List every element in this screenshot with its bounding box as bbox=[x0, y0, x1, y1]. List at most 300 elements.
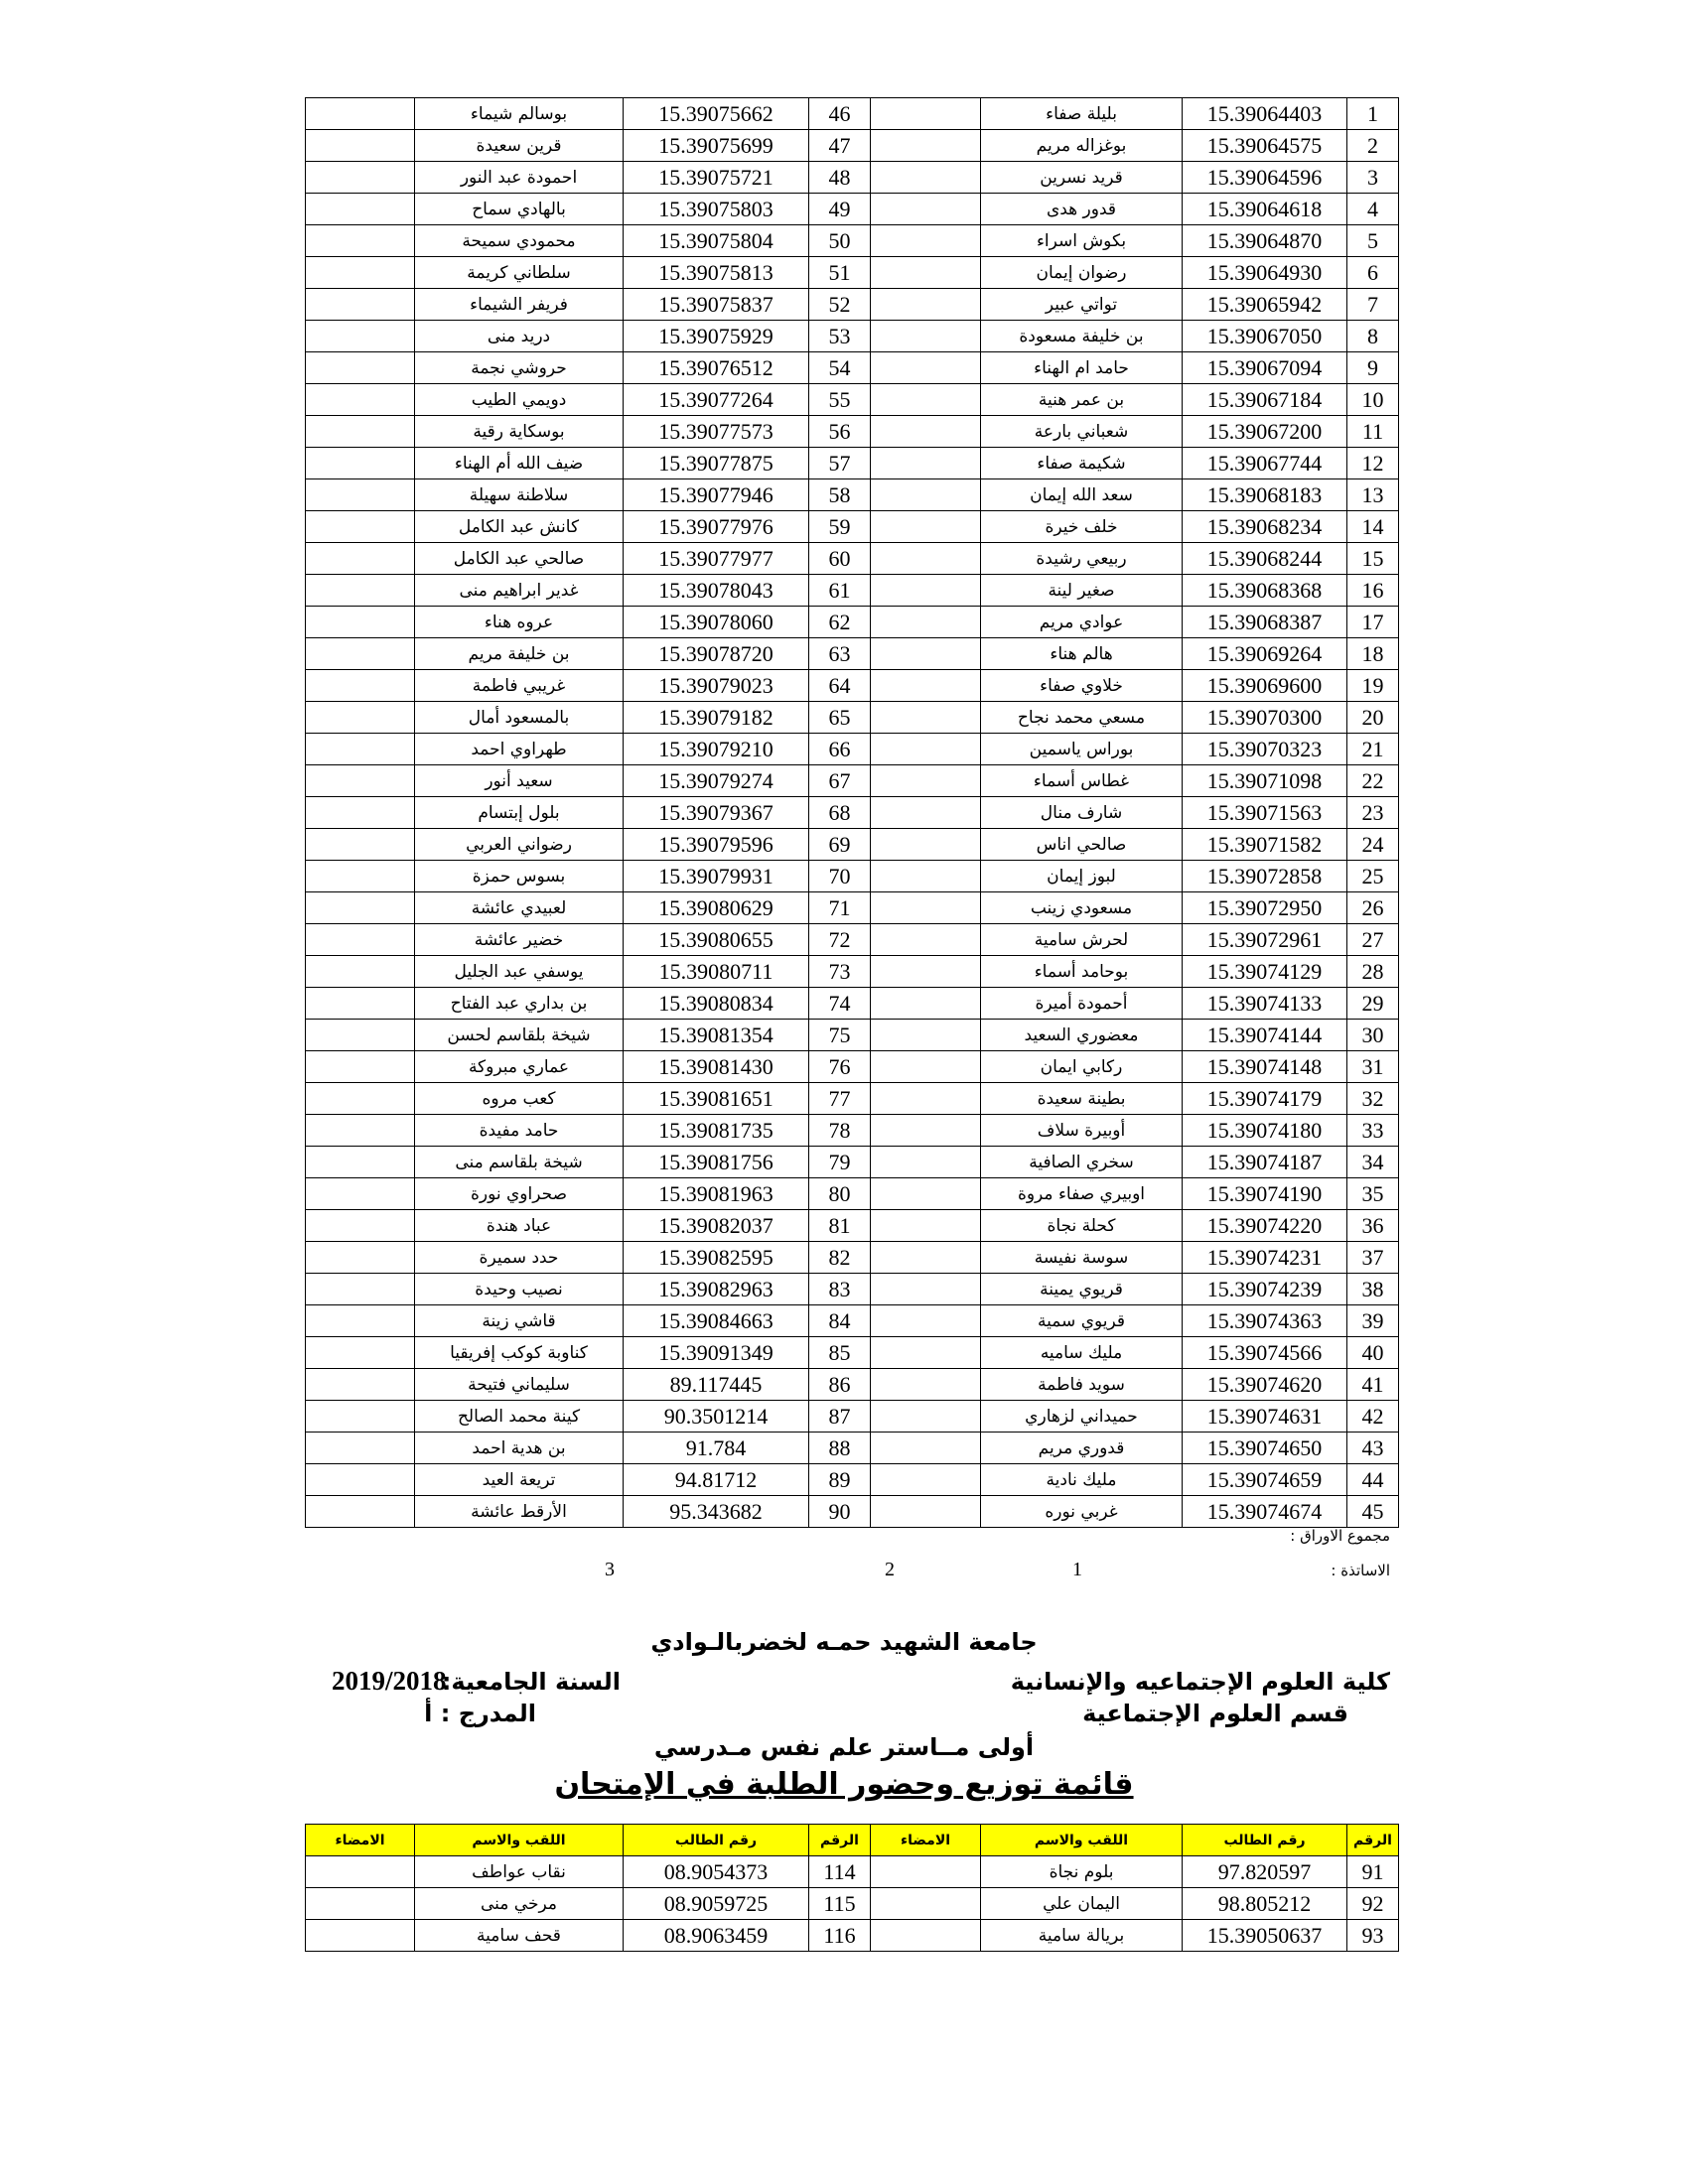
student-id: 15.39068387 bbox=[1183, 607, 1347, 638]
student-id: 15.39071582 bbox=[1183, 829, 1347, 861]
row-number: 27 bbox=[1347, 924, 1399, 956]
student-id: 15.39074129 bbox=[1183, 956, 1347, 988]
student-name: كانش عبد الكامل bbox=[415, 511, 624, 543]
signature-cell[interactable] bbox=[871, 1020, 981, 1051]
signature-cell[interactable] bbox=[871, 1433, 981, 1464]
student-name: مسعي محمد نجاح bbox=[981, 702, 1183, 734]
row-number: 55 bbox=[809, 384, 871, 416]
document-title: قائمة توزيع وحضور الطلبة في الإمتحان bbox=[554, 1767, 1134, 1802]
header-id-left: رقم الطالب bbox=[624, 1825, 809, 1856]
table-row bbox=[306, 1305, 1399, 1337]
signature-cell[interactable] bbox=[306, 1464, 415, 1496]
table-row bbox=[306, 194, 1399, 225]
student-name: حامد مفيدة bbox=[415, 1115, 624, 1147]
attendance-table-bottom bbox=[305, 1824, 1399, 1952]
signature-cell[interactable] bbox=[871, 289, 981, 321]
signature-cell[interactable] bbox=[871, 797, 981, 829]
signature-cell[interactable] bbox=[306, 924, 415, 956]
student-id: 15.39075929 bbox=[624, 321, 809, 352]
student-name: معضوري السعيد bbox=[981, 1020, 1183, 1051]
signature-cell[interactable] bbox=[306, 1147, 415, 1178]
row-number: 34 bbox=[1347, 1147, 1399, 1178]
signature-cell[interactable] bbox=[306, 543, 415, 575]
row-number: 56 bbox=[809, 416, 871, 448]
student-name: هالم هناء bbox=[981, 638, 1183, 670]
student-name: شيخة بلقاسم لحسن bbox=[415, 1020, 624, 1051]
student-id: 15.39074144 bbox=[1183, 1020, 1347, 1051]
row-number: 66 bbox=[809, 734, 871, 765]
row-number: 92 bbox=[1347, 1888, 1399, 1920]
signature-cell[interactable] bbox=[306, 702, 415, 734]
table-row bbox=[306, 670, 1399, 702]
signature-cell[interactable] bbox=[871, 1856, 981, 1888]
row-number: 50 bbox=[809, 225, 871, 257]
student-id: 15.39077977 bbox=[624, 543, 809, 575]
signature-cell[interactable] bbox=[306, 1433, 415, 1464]
signature-cell[interactable] bbox=[306, 1401, 415, 1433]
row-number: 2 bbox=[1347, 130, 1399, 162]
signature-cell[interactable] bbox=[306, 575, 415, 607]
signature-cell[interactable] bbox=[306, 797, 415, 829]
student-name: قدوري مريم bbox=[981, 1433, 1183, 1464]
student-name: رضواني العربي bbox=[415, 829, 624, 861]
row-number: 1 bbox=[1347, 98, 1399, 130]
row-number: 81 bbox=[809, 1210, 871, 1242]
row-number: 19 bbox=[1347, 670, 1399, 702]
student-name: محمودي سميحة bbox=[415, 225, 624, 257]
signature-cell[interactable] bbox=[306, 670, 415, 702]
signature-cell[interactable] bbox=[871, 1369, 981, 1401]
row-number: 87 bbox=[809, 1401, 871, 1433]
signature-cell[interactable] bbox=[306, 1051, 415, 1083]
row-number: 64 bbox=[809, 670, 871, 702]
signature-cell[interactable] bbox=[306, 1920, 415, 1952]
student-name: عماري مبروكة bbox=[415, 1051, 624, 1083]
row-number: 16 bbox=[1347, 575, 1399, 607]
student-id: 15.39077946 bbox=[624, 479, 809, 511]
student-id: 15.39064618 bbox=[1183, 194, 1347, 225]
table-row bbox=[306, 543, 1399, 575]
row-number: 115 bbox=[809, 1888, 871, 1920]
signature-cell[interactable] bbox=[871, 257, 981, 289]
signature-cell[interactable] bbox=[306, 321, 415, 352]
student-id: 15.39075813 bbox=[624, 257, 809, 289]
student-name: بطينة سعيدة bbox=[981, 1083, 1183, 1115]
row-number: 45 bbox=[1347, 1496, 1399, 1528]
table-row bbox=[306, 1433, 1399, 1464]
signature-cell[interactable] bbox=[871, 670, 981, 702]
student-id: 15.39080629 bbox=[624, 892, 809, 924]
signature-cell[interactable] bbox=[871, 98, 981, 130]
row-number: 85 bbox=[809, 1337, 871, 1369]
signature-cell[interactable] bbox=[306, 257, 415, 289]
header-name-right: اللقب والاسم bbox=[981, 1825, 1183, 1856]
signature-cell[interactable] bbox=[871, 702, 981, 734]
year-value: 2019/2018 bbox=[332, 1666, 447, 1696]
student-id: 08.9059725 bbox=[624, 1888, 809, 1920]
student-id: 15.39074220 bbox=[1183, 1210, 1347, 1242]
row-number: 53 bbox=[809, 321, 871, 352]
signature-cell[interactable] bbox=[871, 988, 981, 1020]
row-number: 5 bbox=[1347, 225, 1399, 257]
student-id: 15.39074180 bbox=[1183, 1115, 1347, 1147]
student-name: سعيد أنور bbox=[415, 765, 624, 797]
student-id: 15.39075662 bbox=[624, 98, 809, 130]
signature-cell[interactable] bbox=[306, 1115, 415, 1147]
row-number: 20 bbox=[1347, 702, 1399, 734]
student-id: 15.39082963 bbox=[624, 1274, 809, 1305]
student-id: 15.39068244 bbox=[1183, 543, 1347, 575]
signature-cell[interactable] bbox=[306, 1856, 415, 1888]
student-name: سويد فاطمة bbox=[981, 1369, 1183, 1401]
student-name: حامد ام الهناء bbox=[981, 352, 1183, 384]
student-name: بسوس حمزة bbox=[415, 861, 624, 892]
student-name: بلوم نجاة bbox=[981, 1856, 1183, 1888]
signature-cell[interactable] bbox=[306, 194, 415, 225]
student-id: 15.39084663 bbox=[624, 1305, 809, 1337]
row-number: 59 bbox=[809, 511, 871, 543]
signature-cell[interactable] bbox=[306, 384, 415, 416]
row-number: 22 bbox=[1347, 765, 1399, 797]
student-id: 15.39077573 bbox=[624, 416, 809, 448]
signature-cell[interactable] bbox=[871, 1888, 981, 1920]
signature-cell[interactable] bbox=[871, 1337, 981, 1369]
signature-cell[interactable] bbox=[871, 225, 981, 257]
signature-cell[interactable] bbox=[306, 765, 415, 797]
student-name: عوادي مريم bbox=[981, 607, 1183, 638]
student-name: بن بداري عبد الفتاح bbox=[415, 988, 624, 1020]
signature-cell[interactable] bbox=[306, 638, 415, 670]
row-number: 30 bbox=[1347, 1020, 1399, 1051]
signature-cell[interactable] bbox=[306, 448, 415, 479]
professor-1: 1 bbox=[1072, 1559, 1082, 1580]
signature-cell[interactable] bbox=[306, 607, 415, 638]
signature-cell[interactable] bbox=[871, 1083, 981, 1115]
row-number: 32 bbox=[1347, 1083, 1399, 1115]
row-number: 62 bbox=[809, 607, 871, 638]
student-id: 08.9054373 bbox=[624, 1856, 809, 1888]
student-id: 15.39067094 bbox=[1183, 352, 1347, 384]
signature-cell[interactable] bbox=[306, 352, 415, 384]
student-id: 15.39072858 bbox=[1183, 861, 1347, 892]
signature-cell[interactable] bbox=[871, 1305, 981, 1337]
signature-cell[interactable] bbox=[871, 638, 981, 670]
signature-cell[interactable] bbox=[306, 1020, 415, 1051]
student-id: 15.39080834 bbox=[624, 988, 809, 1020]
row-number: 93 bbox=[1347, 1920, 1399, 1952]
student-id: 15.39072961 bbox=[1183, 924, 1347, 956]
student-name: سلاطنة سهيلة bbox=[415, 479, 624, 511]
student-name: لبوز إيمان bbox=[981, 861, 1183, 892]
student-id: 15.39069600 bbox=[1183, 670, 1347, 702]
student-name: بوسالم شيماء bbox=[415, 98, 624, 130]
header-id-right: رقم الطالب bbox=[1183, 1825, 1347, 1856]
student-id: 90.3501214 bbox=[624, 1401, 809, 1433]
row-number: 12 bbox=[1347, 448, 1399, 479]
row-number: 33 bbox=[1347, 1115, 1399, 1147]
signature-cell[interactable] bbox=[871, 511, 981, 543]
signature-cell[interactable] bbox=[871, 543, 981, 575]
header-signature-right: الامضاء bbox=[871, 1825, 981, 1856]
student-name: أحمودة أميرة bbox=[981, 988, 1183, 1020]
student-name: خلاوي صفاء bbox=[981, 670, 1183, 702]
student-id: 15.39068368 bbox=[1183, 575, 1347, 607]
signature-cell[interactable] bbox=[871, 1210, 981, 1242]
row-number: 7 bbox=[1347, 289, 1399, 321]
row-number: 44 bbox=[1347, 1464, 1399, 1496]
row-number: 88 bbox=[809, 1433, 871, 1464]
row-number: 36 bbox=[1347, 1210, 1399, 1242]
table-row bbox=[306, 511, 1399, 543]
header-name-left: اللقب والاسم bbox=[415, 1825, 624, 1856]
student-id: 15.39075837 bbox=[624, 289, 809, 321]
table-row bbox=[306, 130, 1399, 162]
signature-cell[interactable] bbox=[871, 162, 981, 194]
student-id: 15.39070300 bbox=[1183, 702, 1347, 734]
table-row bbox=[306, 1337, 1399, 1369]
signature-cell[interactable] bbox=[871, 352, 981, 384]
student-name: حميداني لزهاري bbox=[981, 1401, 1183, 1433]
student-id: 89.117445 bbox=[624, 1369, 809, 1401]
student-id: 15.39079274 bbox=[624, 765, 809, 797]
signature-cell[interactable] bbox=[871, 1496, 981, 1528]
signature-cell[interactable] bbox=[306, 1178, 415, 1210]
signature-cell[interactable] bbox=[871, 479, 981, 511]
row-number: 11 bbox=[1347, 416, 1399, 448]
row-number: 40 bbox=[1347, 1337, 1399, 1369]
row-number: 116 bbox=[809, 1920, 871, 1952]
table-row bbox=[306, 638, 1399, 670]
table-row bbox=[306, 892, 1399, 924]
row-number: 91 bbox=[1347, 1856, 1399, 1888]
student-id: 15.39067744 bbox=[1183, 448, 1347, 479]
signature-cell[interactable] bbox=[306, 130, 415, 162]
signature-cell[interactable] bbox=[871, 416, 981, 448]
student-name: بن هدية احمد bbox=[415, 1433, 624, 1464]
student-name: اوبيري صفاء مروة bbox=[981, 1178, 1183, 1210]
signature-cell[interactable] bbox=[306, 1210, 415, 1242]
signature-cell[interactable] bbox=[871, 1401, 981, 1433]
student-name: بوسكاية رقية bbox=[415, 416, 624, 448]
student-name: شارف منال bbox=[981, 797, 1183, 829]
student-id: 08.9063459 bbox=[624, 1920, 809, 1952]
student-id: 15.39074148 bbox=[1183, 1051, 1347, 1083]
signature-cell[interactable] bbox=[306, 162, 415, 194]
row-number: 35 bbox=[1347, 1178, 1399, 1210]
row-number: 25 bbox=[1347, 861, 1399, 892]
signature-cell[interactable] bbox=[871, 575, 981, 607]
student-name: نصيب وحيدة bbox=[415, 1274, 624, 1305]
student-id: 15.39071098 bbox=[1183, 765, 1347, 797]
row-number: 47 bbox=[809, 130, 871, 162]
student-name: سوسة نفيسة bbox=[981, 1242, 1183, 1274]
row-number: 46 bbox=[809, 98, 871, 130]
signature-cell[interactable] bbox=[306, 1274, 415, 1305]
signature-cell[interactable] bbox=[306, 98, 415, 130]
student-id: 15.39078043 bbox=[624, 575, 809, 607]
student-id: 15.39075699 bbox=[624, 130, 809, 162]
student-name: سعد الله إيمان bbox=[981, 479, 1183, 511]
signature-cell[interactable] bbox=[306, 225, 415, 257]
signature-cell[interactable] bbox=[871, 384, 981, 416]
row-number: 24 bbox=[1347, 829, 1399, 861]
signature-cell[interactable] bbox=[871, 956, 981, 988]
signature-cell[interactable] bbox=[306, 988, 415, 1020]
student-id: 15.39076512 bbox=[624, 352, 809, 384]
row-number: 6 bbox=[1347, 257, 1399, 289]
row-number: 86 bbox=[809, 1369, 871, 1401]
signature-cell[interactable] bbox=[871, 765, 981, 797]
student-name: ركابي ايمان bbox=[981, 1051, 1183, 1083]
signature-cell[interactable] bbox=[871, 829, 981, 861]
signature-cell[interactable] bbox=[306, 861, 415, 892]
student-name: حدد سميرة bbox=[415, 1242, 624, 1274]
signature-cell[interactable] bbox=[871, 861, 981, 892]
signature-cell[interactable] bbox=[306, 1242, 415, 1274]
student-id: 15.39068234 bbox=[1183, 511, 1347, 543]
student-id: 15.39079210 bbox=[624, 734, 809, 765]
header-num-left: الرقم bbox=[809, 1825, 871, 1856]
signature-cell[interactable] bbox=[871, 1051, 981, 1083]
signature-cell[interactable] bbox=[306, 1888, 415, 1920]
row-number: 61 bbox=[809, 575, 871, 607]
student-name: طهراوي احمد bbox=[415, 734, 624, 765]
table-row bbox=[306, 416, 1399, 448]
row-number: 43 bbox=[1347, 1433, 1399, 1464]
signature-cell[interactable] bbox=[871, 1242, 981, 1274]
signature-cell[interactable] bbox=[871, 607, 981, 638]
table-row bbox=[306, 575, 1399, 607]
signature-cell[interactable] bbox=[306, 289, 415, 321]
professor-2: 2 bbox=[885, 1559, 895, 1580]
student-id: 15.39064870 bbox=[1183, 225, 1347, 257]
signature-cell[interactable] bbox=[306, 1337, 415, 1369]
signature-cell[interactable] bbox=[871, 1920, 981, 1952]
table-row bbox=[306, 257, 1399, 289]
table-row bbox=[306, 321, 1399, 352]
student-id: 15.39064575 bbox=[1183, 130, 1347, 162]
table-row bbox=[306, 988, 1399, 1020]
row-number: 41 bbox=[1347, 1369, 1399, 1401]
row-number: 52 bbox=[809, 289, 871, 321]
signature-cell[interactable] bbox=[306, 892, 415, 924]
student-id: 97.820597 bbox=[1183, 1856, 1347, 1888]
student-name: قحف سامية bbox=[415, 1920, 624, 1952]
row-number: 54 bbox=[809, 352, 871, 384]
row-number: 90 bbox=[809, 1496, 871, 1528]
student-id: 15.39074231 bbox=[1183, 1242, 1347, 1274]
row-number: 76 bbox=[809, 1051, 871, 1083]
student-id: 15.39070323 bbox=[1183, 734, 1347, 765]
signature-cell[interactable] bbox=[306, 1083, 415, 1115]
signature-cell[interactable] bbox=[306, 1305, 415, 1337]
row-number: 39 bbox=[1347, 1305, 1399, 1337]
header-signature-left: الامضاء bbox=[306, 1825, 415, 1856]
year-label: السنة الجامعية: bbox=[441, 1668, 621, 1696]
student-name: بلول إبتسام bbox=[415, 797, 624, 829]
student-id: 15.39077264 bbox=[624, 384, 809, 416]
student-name: بليلة صفاء bbox=[981, 98, 1183, 130]
student-name: رضوان إيمان bbox=[981, 257, 1183, 289]
header-num-right: الرقم bbox=[1347, 1825, 1399, 1856]
table-row bbox=[306, 352, 1399, 384]
student-id: 15.39074187 bbox=[1183, 1147, 1347, 1178]
student-id: 15.39081354 bbox=[624, 1020, 809, 1051]
signature-cell[interactable] bbox=[306, 734, 415, 765]
signature-cell[interactable] bbox=[871, 924, 981, 956]
table-row bbox=[306, 702, 1399, 734]
student-id: 15.39079367 bbox=[624, 797, 809, 829]
student-id: 15.39074631 bbox=[1183, 1401, 1347, 1433]
signature-cell[interactable] bbox=[871, 1147, 981, 1178]
signature-cell[interactable] bbox=[871, 1274, 981, 1305]
signature-cell[interactable] bbox=[306, 416, 415, 448]
table-row bbox=[306, 225, 1399, 257]
student-id: 94.81712 bbox=[624, 1464, 809, 1496]
student-name: بوحامد أسماء bbox=[981, 956, 1183, 988]
table-row bbox=[306, 1496, 1399, 1528]
student-id: 98.805212 bbox=[1183, 1888, 1347, 1920]
student-id: 15.39079596 bbox=[624, 829, 809, 861]
signature-cell[interactable] bbox=[306, 829, 415, 861]
student-id: 15.39074620 bbox=[1183, 1369, 1347, 1401]
student-name: صالحي اناس bbox=[981, 829, 1183, 861]
signature-cell[interactable] bbox=[306, 1496, 415, 1528]
row-number: 72 bbox=[809, 924, 871, 956]
table-row bbox=[306, 162, 1399, 194]
row-number: 29 bbox=[1347, 988, 1399, 1020]
row-number: 58 bbox=[809, 479, 871, 511]
student-id: 15.39075803 bbox=[624, 194, 809, 225]
signature-cell[interactable] bbox=[871, 448, 981, 479]
signature-cell[interactable] bbox=[306, 1369, 415, 1401]
student-name: فريفر الشيماء bbox=[415, 289, 624, 321]
signature-cell[interactable] bbox=[871, 194, 981, 225]
student-name: قرين سعيدة bbox=[415, 130, 624, 162]
student-id: 15.39080711 bbox=[624, 956, 809, 988]
student-name: نقاب عواطف bbox=[415, 1856, 624, 1888]
table-row bbox=[306, 479, 1399, 511]
student-name: غريبي فاطمة bbox=[415, 670, 624, 702]
signature-cell[interactable] bbox=[871, 130, 981, 162]
signature-cell[interactable] bbox=[871, 892, 981, 924]
row-number: 3 bbox=[1347, 162, 1399, 194]
row-number: 114 bbox=[809, 1856, 871, 1888]
signature-cell[interactable] bbox=[871, 321, 981, 352]
signature-cell[interactable] bbox=[306, 479, 415, 511]
student-name: خضير عائشة bbox=[415, 924, 624, 956]
student-name: غدير ابراهيم منى bbox=[415, 575, 624, 607]
table-row bbox=[306, 1274, 1399, 1305]
table-row bbox=[306, 829, 1399, 861]
student-name: قاشي زينة bbox=[415, 1305, 624, 1337]
signature-cell[interactable] bbox=[871, 1178, 981, 1210]
table-row bbox=[306, 734, 1399, 765]
student-name: صغير لينة bbox=[981, 575, 1183, 607]
student-id: 15.39081756 bbox=[624, 1147, 809, 1178]
student-name: مرخي منى bbox=[415, 1888, 624, 1920]
signature-cell[interactable] bbox=[871, 1115, 981, 1147]
student-id: 15.39074659 bbox=[1183, 1464, 1347, 1496]
student-id: 15.39075721 bbox=[624, 162, 809, 194]
table-row bbox=[306, 861, 1399, 892]
signature-cell[interactable] bbox=[871, 734, 981, 765]
student-id: 15.39074190 bbox=[1183, 1178, 1347, 1210]
signature-cell[interactable] bbox=[306, 956, 415, 988]
signature-cell[interactable] bbox=[306, 511, 415, 543]
row-number: 73 bbox=[809, 956, 871, 988]
signature-cell[interactable] bbox=[871, 1464, 981, 1496]
